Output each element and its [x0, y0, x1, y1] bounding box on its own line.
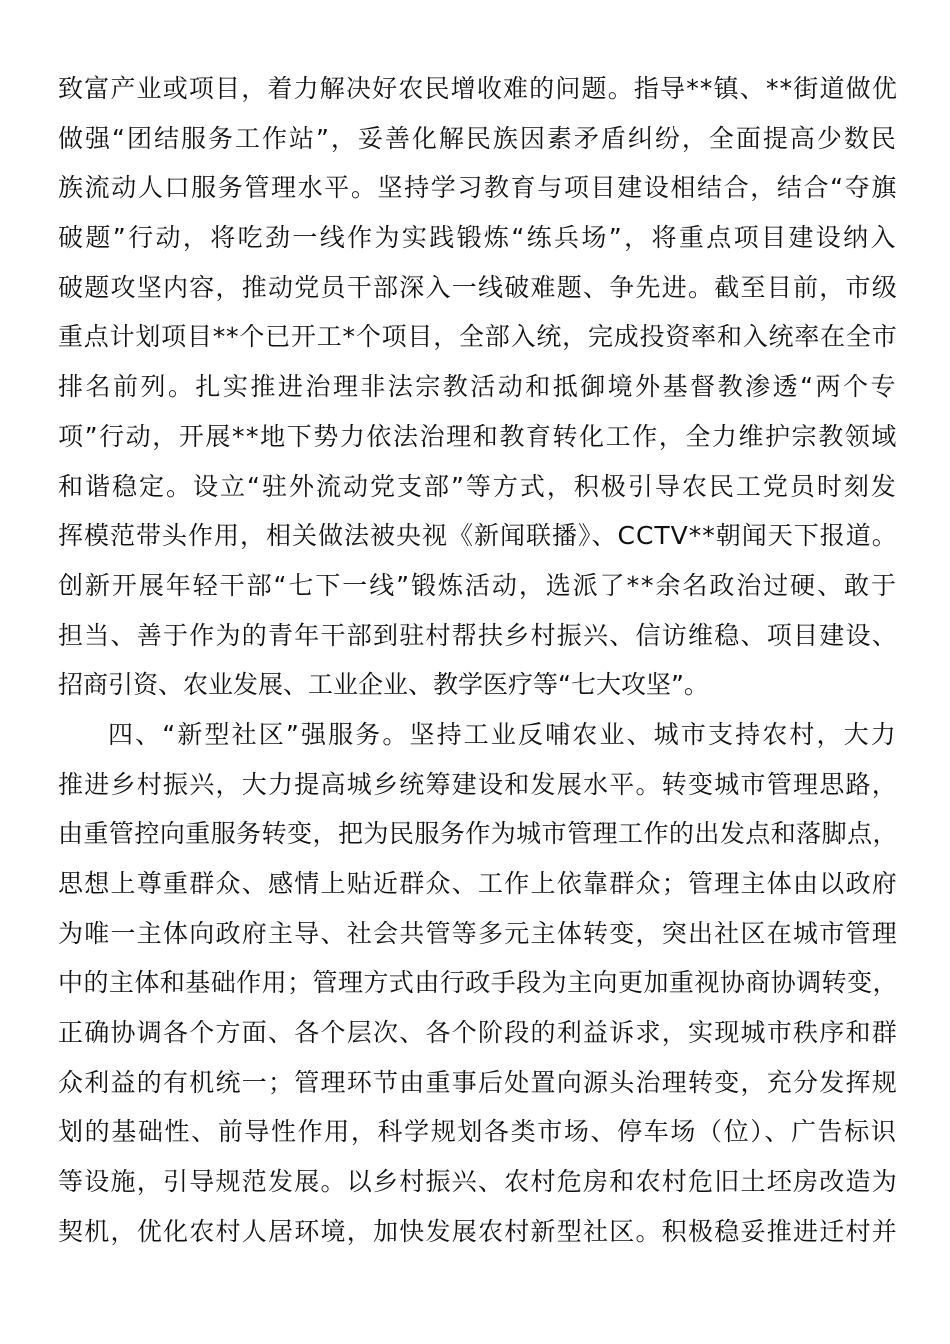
text-line: 中的主体和基础作用；管理方式由行政手段为主向更加重视协商协调转变， [58, 968, 899, 998]
text-line: 等设施，引导规范发展。以乡村振兴、农村危房和农村危旧土坯房改造为 [58, 1167, 899, 1197]
section-heading-line: 四、“新型社区”强服务。坚持工业反哺农业、城市支持农村，大力 [108, 719, 898, 749]
text-line: 破题攻坚内容，推动党员干部深入一线破难题、争先进。截至目前，市级 [58, 272, 899, 302]
text-line: 推进乡村振兴，大力提高城乡统筹建设和发展水平。转变城市管理思路， [58, 769, 899, 799]
text-line: 挥模范带头作用，相关做法被央视《新闻联播》、CCTV**朝闻天下报道。 [58, 521, 898, 551]
text-line: 正确协调各个方面、各个层次、各个阶段的利益诉求，实现城市秩序和群 [58, 1018, 899, 1048]
text-line: 为唯一主体向政府主导、社会共管等多元主体转变，突出社区在城市管理 [58, 918, 899, 948]
text-line: 破题”行动，将吃劲一线作为实践锻炼“练兵场”，将重点项目建设纳入 [58, 223, 898, 253]
text-line: 划的基础性、前导性作用，科学规划各类市场、停车场（位）、广告标识 [58, 1117, 898, 1147]
text-line: 重点计划项目**个已开工*个项目，全部入统，完成投资率和入统率在全市 [58, 322, 898, 352]
text-line: 做强“团结服务工作站”，妥善化解民族因素矛盾纠纷，全面提高少数民 [58, 123, 898, 153]
text-line: 担当、善于作为的青年干部到驻村帮扶乡村振兴、信访维稳、项目建设、 [58, 620, 899, 650]
text-line: 致富产业或项目，着力解决好农民增收难的问题。指导**镇、**街道做优 [58, 74, 899, 103]
text-line: 由重管控向重服务转变，把为民服务作为城市管理工作的出发点和落脚点， [58, 819, 899, 849]
text-line: 项”行动，开展**地下势力依法治理和教育转化工作，全力维护宗教领域 [58, 421, 898, 451]
text-line: 创新开展年轻干部“七下一线”锻炼活动，选派了**余名政治过硬、敢于 [58, 570, 898, 600]
text-line: 排名前列。扎实推进治理非法宗教活动和抵御境外基督教渗透“两个专 [58, 372, 898, 402]
text-line: 和谐稳定。设立“驻外流动党支部”等方式，积极引导农民工党员时刻发 [58, 471, 898, 501]
text-line: 思想上尊重群众、感情上贴近群众、工作上依靠群众；管理主体由以政府 [58, 869, 899, 898]
body-text [58, 64, 898, 1257]
text-line: 契机，优化农村人居环境，加快发展农村新型社区。积极稳妥推进迁村并 [58, 1216, 899, 1246]
text-line: 招商引资、农业发展、工业企业、教学医疗等“七大攻坚”。 [58, 670, 709, 700]
text-line: 众利益的有机统一；管理环节由重事后处置向源头治理转变，充分发挥规 [58, 1067, 899, 1097]
text-line: 族流动人口服务管理水平。坚持学习教育与项目建设相结合，结合“夺旗 [58, 173, 898, 203]
